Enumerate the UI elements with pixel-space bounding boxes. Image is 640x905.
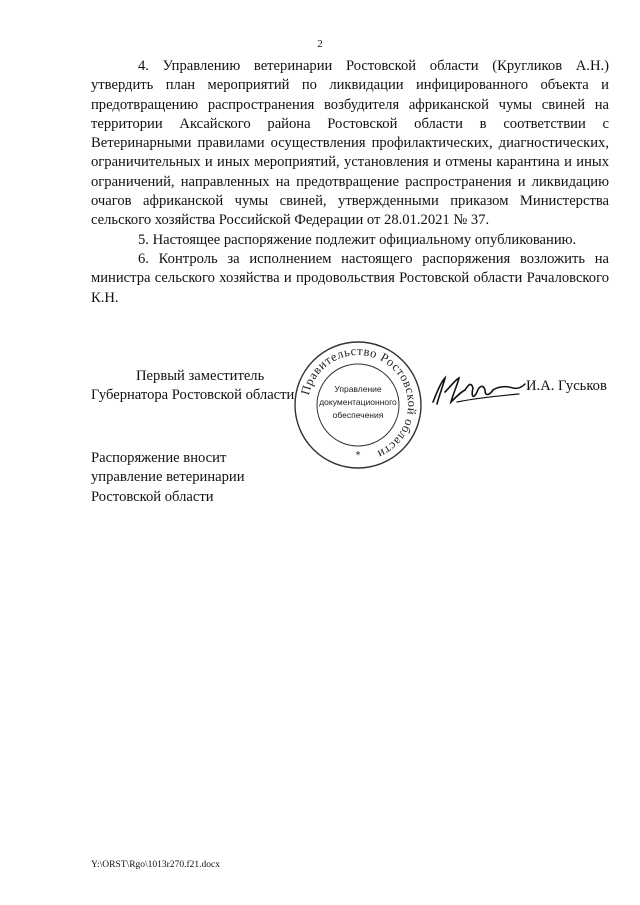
handwritten-signature (427, 372, 527, 412)
seal-outer-text: Правительство Ростовской области (298, 343, 420, 462)
paragraph-6: 6. Контроль за исполнением настоящего распоряжения возложить на министра сельского хозяйства и продовольствия Ростовской области Рачаловского К.Н. (91, 250, 609, 306)
paragraph-5: 5. Настоящее распоряжение подлежит официальному опубликованию. (138, 231, 577, 248)
seal-star-icon: * (355, 450, 361, 461)
file-path-footer: Y:\ORST\Rgo\1013r270.f21.docx (91, 860, 220, 870)
signer-title (91, 367, 294, 406)
paragraph-4: 4. Управлению ветеринарии Ростовской области (Кругликов А.Н.) утвердить план мероприятий по ликвидации инфицированного объекта и предотвращению распространения возбудителя африканской чумы свиней на территории Аксайского района Ростовской области в соответствии с Ветеринарными правилами осуществления профилактических, диагностических, ограничительных и иных мероприятий, установления и отмены карантина и иных ограничений, направленных на предотвращение распространения и ликвидацию очагов африканской чумы свиней, утвержденными приказом Министерства сельского хозяйства Российской Федерации от 28.01.2021 № 37. (91, 58, 609, 229)
seal-inner-line3: обеспечения (332, 410, 384, 420)
document-body (91, 57, 609, 308)
submitted-by-block (91, 449, 245, 507)
page-number: 2 (317, 38, 323, 50)
submitted-by-line3: Ростовской области (91, 488, 214, 505)
seal-inner-line2: документационного (319, 397, 397, 407)
signer-title-line1: Первый заместитель (136, 368, 265, 384)
official-seal (293, 340, 423, 470)
submitted-by-line1: Распоряжение вносит (91, 450, 227, 466)
signer-name: И.А. Гуськов (526, 378, 607, 394)
signer-title-line2: Губернатора Ростовской области (91, 387, 295, 404)
submitted-by-line2: управление ветеринарии (91, 469, 245, 486)
seal-inner-line1: Управление (334, 384, 382, 394)
